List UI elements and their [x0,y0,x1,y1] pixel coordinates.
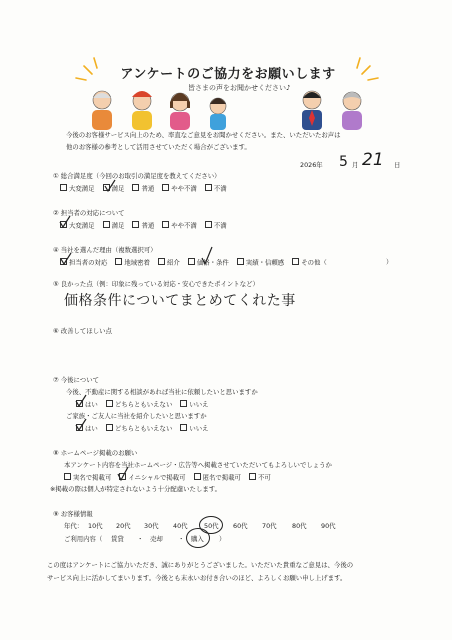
page-title: アンケートのご協力をお願いします [120,67,336,82]
q8-options [64,473,277,482]
age-option[interactable]: 30代 [144,522,159,530]
checkbox[interactable] [188,258,195,265]
q4-check-mark-icon [200,246,214,266]
use-option[interactable]: 売却 [150,535,163,543]
q2-title: ② 担当者の対応について [53,209,125,217]
date-month-suffix: 月 [352,161,359,169]
q8-option-selected[interactable]: イニシャルで掲載可 [119,473,185,482]
age-option-selected[interactable]: 50代 [204,522,219,530]
q7-option[interactable]: どちらともいえない [106,424,173,433]
age-option[interactable]: 70代 [262,522,277,530]
checkbox[interactable] [115,258,122,265]
use-separator: ・ [137,535,144,543]
age-label: 年代： [64,522,84,530]
q8-option[interactable]: 実名で掲載可 [64,473,111,482]
q7-title: ⑦ 今後について [53,376,99,384]
q2-option[interactable]: 普通 [132,221,154,230]
footer-line-1: この度はアンケートにご協力いただき、誠にありがとうございました。いただいた貴重なご意見は、今後の [47,561,354,569]
q1-check-mark-icon [103,179,117,193]
age-option[interactable]: 60代 [233,522,248,530]
checkbox[interactable] [237,258,244,265]
checkbox[interactable] [249,473,256,480]
q1-option-selected[interactable]: 満足 [103,184,125,193]
q2-option[interactable]: 不満 [205,221,227,230]
date-month-handwritten[interactable]: 5 [339,154,348,170]
q4-option[interactable]: 紹介 [158,258,180,267]
q4-option-selected[interactable]: 価格・条件 [188,258,229,267]
q2-options [60,221,233,230]
q6-title: ⑥ 改善してほしい点 [53,327,112,335]
q7-question-1: 今後、不動産に関する相談があれば当社に依頼したいと思いますか [66,388,258,396]
q8-title: ⑧ ホームページ掲載のお願い [53,449,138,457]
checkbox[interactable] [64,473,71,480]
q5-title: ⑤ 良かった点（例：印象に残っている対応・安心できたポイントなど） [53,280,259,288]
q2-option-selected[interactable]: 大変満足 [60,221,95,230]
q7-option[interactable]: どちらともいえない [106,400,173,409]
age-option[interactable]: 80代 [292,522,307,530]
checkbox[interactable] [158,258,165,265]
age-option[interactable]: 90代 [321,522,336,530]
q1-option[interactable]: 不満 [205,184,227,193]
q1-option[interactable]: 普通 [132,184,154,193]
footer-line-2: サービス向上に活かしてまいります。今後とも末永いお付き合いのほど、よろしくお願い申し上げます。 [47,574,347,582]
age-option[interactable]: 20代 [116,522,131,530]
q8-note: ※掲載の際は個人が特定されないよう十分配慮いたします。 [50,485,221,493]
q2-check-mark-icon [58,215,72,229]
date-day-suffix: 日 [394,161,401,169]
checkbox[interactable] [162,184,169,191]
q8-check-mark-icon [116,466,130,482]
checkbox[interactable] [180,424,187,431]
age-option[interactable]: 10代 [88,522,103,530]
q4-options [60,258,333,267]
checkbox[interactable] [205,221,212,228]
q4-option-selected[interactable]: 担当者の対応 [60,258,107,267]
q1-options [60,184,233,193]
use-option-selected[interactable]: 購入 [191,535,204,543]
use-option[interactable]: 賃貸 [111,535,124,543]
q7-option-selected[interactable]: はい [76,424,98,433]
q8-option[interactable]: 匿名で掲載可 [194,473,241,482]
q8-question: 本アンケート内容を当社ホームページ・広告等へ掲載させていただいてもよろしいでしょうか [64,461,332,469]
checkbox[interactable] [205,184,212,191]
checkbox[interactable] [106,400,113,407]
checkbox[interactable] [162,221,169,228]
date-year: 2026年 [300,161,323,169]
checkbox[interactable] [103,221,110,228]
q4-title: ④ 当社を選んだ理由（複数選択可） [53,246,157,254]
q1-title: ① 総合満足度（今回のお取引の満足度を教えてください） [53,172,221,180]
q7-option[interactable]: いいえ [180,400,208,409]
checkbox[interactable] [180,400,187,407]
q9-title: ⑨ お客様情報 [53,510,93,518]
intro-line-1: 今後のお客様サービス向上のため、率直なご意見をお聞かせください。また、いただいたお声は [66,131,341,139]
use-label: ご利用内容（ [64,535,103,543]
q7-check-mark-icon [74,418,88,432]
checkbox[interactable] [292,258,299,265]
checkbox[interactable] [60,184,67,191]
age-option[interactable]: 40代 [173,522,188,530]
q7-check-mark-icon [74,394,88,408]
family-illustration-icon [92,91,362,130]
use-close: ） [219,535,226,543]
q4-option[interactable]: 実績・信頼感 [237,258,284,267]
q7-question-2: ご家族・ご友人に当社を紹介したいと思いますか [66,412,207,420]
checkbox[interactable] [132,184,139,191]
use-circle-mark [186,528,210,548]
q1-option[interactable]: やや不満 [162,184,197,193]
intro-line-2: 他のお客様の参考として活用させていただく場合がございます。 [66,143,251,151]
q4-option[interactable]: 地域密着 [115,258,150,267]
q7-options-2 [76,424,215,433]
q8-option[interactable]: 不可 [249,473,271,482]
use-separator: ・ [178,535,185,543]
q7-option[interactable]: いいえ [180,424,208,433]
q5-handwritten-answer[interactable]: 価格条件についてまとめてくれた事 [64,293,296,309]
checkbox[interactable] [106,424,113,431]
q7-options-1 [76,400,215,409]
q4-option-other[interactable]: その他（ [292,258,327,267]
date-day-handwritten[interactable]: 21 [362,150,384,170]
q2-option[interactable]: やや不満 [162,221,197,230]
q4-check-mark-icon [59,252,73,266]
q2-option[interactable]: 満足 [103,221,125,230]
checkbox[interactable] [132,221,139,228]
q7-option-selected[interactable]: はい [76,400,98,409]
page-subtitle: 皆さまの声をお聞かせください♪ [188,84,291,92]
checkbox[interactable] [194,473,201,480]
q4-other-close: ） [386,258,393,266]
q1-option[interactable]: 大変満足 [60,184,95,193]
